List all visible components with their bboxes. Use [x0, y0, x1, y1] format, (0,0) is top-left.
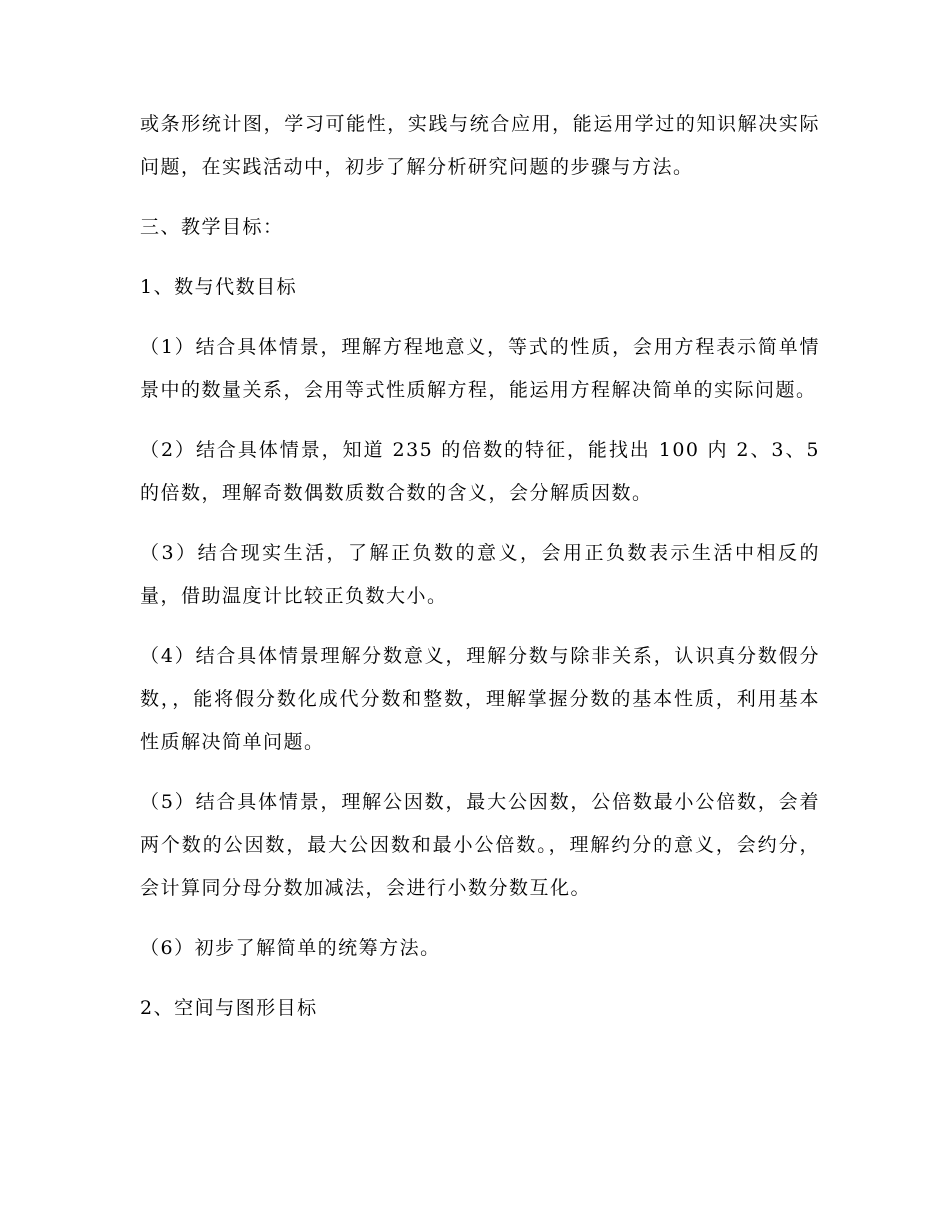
document-body [140, 103, 820, 1047]
subheading-number-algebra: 1、数与代数目标 [140, 276, 298, 298]
section-heading-teaching-goals: 三、教学目标： [140, 216, 284, 238]
goal-item-3: （3）结合现实生活，了解正负数的意义，会用正负数表示生活中相反的量，借助温度计比较正负数大小。 [140, 542, 820, 607]
paragraph-intro-continuation: 或条形统计图，学习可能性，实践与统合应用，能运用学过的知识解决实际问题，在实践活动中，初步了解分析研究问题的步骤与方法。 [140, 113, 820, 178]
goal-item-4: （4）结合具体情景理解分数意义，理解分数与除非关系，认识真分数假分数，，能将假分数化成代分数和整数，理解掌握分数的基本性质，利用基本性质解决简单问题。 [140, 645, 820, 753]
goal-item-5: （5）结合具体情景，理解公因数，最大公因数，公倍数最小公倍数，会着两个数的公因数，最大公因数和最小公倍数。，理解约分的意义，会约分，会计算同分母分数加减法，会进行小数分数互化。 [140, 791, 820, 899]
goal-item-6: （6）初步了解简单的统筹方法。 [140, 937, 441, 959]
goal-item-1: （1）结合具体情景，理解方程地意义，等式的性质，会用方程表示简单情景中的数量关系，会用等式性质解方程，能运用方程解决简单的实际问题。 [140, 336, 820, 401]
subheading-space-geometry: 2、空间与图形目标 [140, 997, 318, 1019]
goal-item-2: （2）结合具体情景，知道 235 的倍数的特征，能找出 100 内 2、3、5 的倍数，理解奇数偶数质数合数的含义，会分解质因数。 [140, 439, 820, 504]
